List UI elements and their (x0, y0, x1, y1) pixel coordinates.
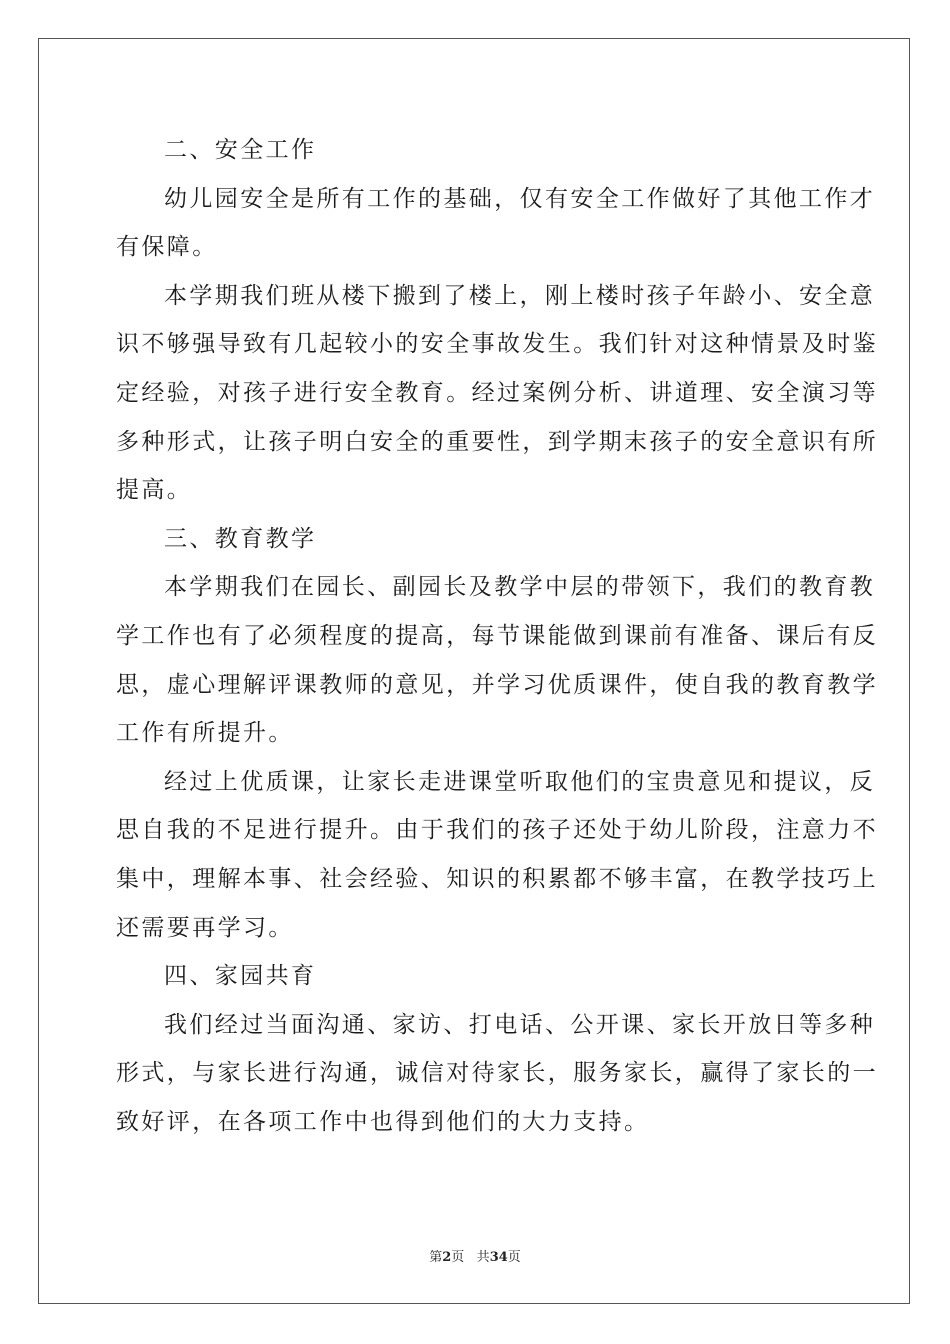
paragraph-line: 识不够强导致有几起较小的安全事故发生。我们针对这种情景及时鉴 (116, 331, 878, 358)
footer-page-suffix: 页 (451, 1250, 465, 1265)
paragraph-line: 提高。 (116, 477, 193, 504)
paragraph-line: 思自我的不足进行提升。由于我们的孩子还处于幼儿阶段，注意力不 (116, 817, 878, 844)
paragraph-line: 还需要再学习。 (116, 914, 294, 941)
footer-total-suffix: 页 (507, 1250, 521, 1265)
paragraph-line: 集中，理解本事、社会经验、知识的积累都不够丰富，在教学技巧上 (116, 865, 878, 892)
footer-page-number: 2 (442, 1250, 452, 1265)
paragraph-line: 思，虚心理解评课教师的意见，并学习优质课件，使自我的教育教学 (116, 671, 878, 698)
paragraph-line: 定经验，对孩子进行安全教育。经过案例分析、讲道理、安全演习等 (116, 379, 878, 406)
paragraph-line: 本学期我们在园长、副园长及教学中层的带领下，我们的教育教 (164, 574, 876, 601)
paragraph-line: 形式，与家长进行沟通，诚信对待家长，服务家长，赢得了家长的一 (116, 1060, 878, 1087)
paragraph-line: 致好评，在各项工作中也得到他们的大力支持。 (116, 1108, 650, 1135)
footer-page-prefix: 第 (429, 1250, 443, 1265)
section-heading-teaching: 三、教育教学 (164, 525, 317, 552)
paragraph-line: 幼儿园安全是所有工作的基础，仅有安全工作做好了其他工作才 (164, 185, 876, 212)
paragraph-line: 工作有所提升。 (116, 720, 294, 747)
footer-total-prefix: 共 (476, 1250, 490, 1265)
paragraph-line: 有保障。 (116, 234, 218, 261)
paragraph-line: 学工作也有了必须程度的提高，每节课能做到课前有准备、课后有反 (116, 622, 878, 649)
document-body (116, 126, 878, 1146)
footer-total-pages: 34 (489, 1250, 508, 1265)
paragraph-line: 多种形式，让孩子明白安全的重要性，到学期末孩子的安全意识有所 (116, 428, 878, 455)
paragraph-line: 我们经过当面沟通、家访、打电话、公开课、家长开放日等多种 (164, 1011, 876, 1038)
section-heading-safety: 二、安全工作 (164, 137, 317, 163)
paragraph-line: 经过上优质课，让家长走进课堂听取他们的宝贵意见和提议，反 (164, 768, 876, 795)
paragraph-line: 本学期我们班从楼下搬到了楼上，刚上楼时孩子年龄小、安全意 (164, 282, 876, 309)
section-heading-home-school: 四、家园共育 (164, 963, 317, 990)
page-footer (0, 1246, 950, 1265)
